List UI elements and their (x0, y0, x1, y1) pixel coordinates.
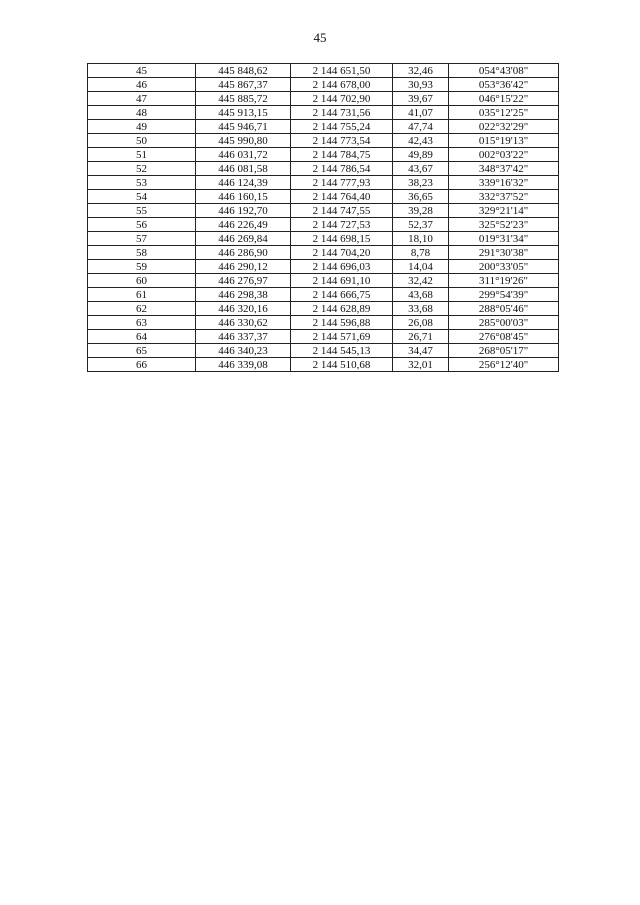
segment-length-cell: 33,68 (393, 302, 449, 316)
page-number: 45 (313, 30, 327, 45)
direction-angle-cell: 053°36'42" (449, 78, 559, 92)
direction-angle-cell: 046°15'22" (449, 92, 559, 106)
y-coordinate-cell: 2 144 510,68 (291, 358, 393, 372)
direction-angle-cell: 015°19'13" (449, 134, 559, 148)
segment-length-cell: 32,46 (393, 64, 449, 78)
x-coordinate-cell: 446 124,39 (196, 176, 291, 190)
table-row (88, 302, 559, 316)
y-coordinate-cell: 2 144 596,88 (291, 316, 393, 330)
y-coordinate-cell: 2 144 777,93 (291, 176, 393, 190)
direction-angle-cell: 288°05'46" (449, 302, 559, 316)
direction-angle-cell: 019°31'34" (449, 232, 559, 246)
x-coordinate-cell: 445 946,71 (196, 120, 291, 134)
table-row (88, 64, 559, 78)
y-coordinate-cell: 2 144 784,75 (291, 148, 393, 162)
y-coordinate-cell: 2 144 571,69 (291, 330, 393, 344)
y-coordinate-cell: 2 144 698,15 (291, 232, 393, 246)
table-row (88, 134, 559, 148)
x-coordinate-cell: 445 990,80 (196, 134, 291, 148)
segment-length-cell: 43,68 (393, 288, 449, 302)
coordinates-table-body (88, 64, 559, 372)
x-coordinate-cell: 446 340,23 (196, 344, 291, 358)
y-coordinate-cell: 2 144 702,90 (291, 92, 393, 106)
x-coordinate-cell: 446 320,16 (196, 302, 291, 316)
direction-angle-cell: 002°03'22" (449, 148, 559, 162)
table-row (88, 204, 559, 218)
direction-angle-cell: 299°54'39" (449, 288, 559, 302)
table-row (88, 162, 559, 176)
point-number-cell: 46 (88, 78, 196, 92)
coordinates-table (87, 63, 559, 372)
segment-length-cell: 39,28 (393, 204, 449, 218)
direction-angle-cell: 332°37'52" (449, 190, 559, 204)
table-row (88, 344, 559, 358)
y-coordinate-cell: 2 144 696,03 (291, 260, 393, 274)
segment-length-cell: 41,07 (393, 106, 449, 120)
y-coordinate-cell: 2 144 651,50 (291, 64, 393, 78)
x-coordinate-cell: 446 192,70 (196, 204, 291, 218)
x-coordinate-cell: 445 913,15 (196, 106, 291, 120)
segment-length-cell: 14,04 (393, 260, 449, 274)
table-row (88, 232, 559, 246)
segment-length-cell: 49,89 (393, 148, 449, 162)
table-row (88, 120, 559, 134)
y-coordinate-cell: 2 144 691,10 (291, 274, 393, 288)
table-row (88, 218, 559, 232)
direction-angle-cell: 329°21'14" (449, 204, 559, 218)
point-number-cell: 58 (88, 246, 196, 260)
segment-length-cell: 42,43 (393, 134, 449, 148)
point-number-cell: 62 (88, 302, 196, 316)
point-number-cell: 65 (88, 344, 196, 358)
segment-length-cell: 34,47 (393, 344, 449, 358)
x-coordinate-cell: 446 031,72 (196, 148, 291, 162)
direction-angle-cell: 348°37'42" (449, 162, 559, 176)
x-coordinate-cell: 445 867,37 (196, 78, 291, 92)
table-row (88, 288, 559, 302)
segment-length-cell: 52,37 (393, 218, 449, 232)
direction-angle-cell: 291°30'38" (449, 246, 559, 260)
y-coordinate-cell: 2 144 786,54 (291, 162, 393, 176)
y-coordinate-cell: 2 144 764,40 (291, 190, 393, 204)
x-coordinate-cell: 446 160,15 (196, 190, 291, 204)
y-coordinate-cell: 2 144 755,24 (291, 120, 393, 134)
table-row (88, 274, 559, 288)
x-coordinate-cell: 446 286,90 (196, 246, 291, 260)
y-coordinate-cell: 2 144 773,54 (291, 134, 393, 148)
table-row (88, 176, 559, 190)
segment-length-cell: 30,93 (393, 78, 449, 92)
table-row (88, 316, 559, 330)
point-number-cell: 54 (88, 190, 196, 204)
y-coordinate-cell: 2 144 678,00 (291, 78, 393, 92)
y-coordinate-cell: 2 144 731,56 (291, 106, 393, 120)
segment-length-cell: 26,71 (393, 330, 449, 344)
direction-angle-cell: 339°16'32" (449, 176, 559, 190)
x-coordinate-cell: 446 226,49 (196, 218, 291, 232)
table-row (88, 260, 559, 274)
x-coordinate-cell: 446 081,58 (196, 162, 291, 176)
table-row (88, 246, 559, 260)
point-number-cell: 61 (88, 288, 196, 302)
segment-length-cell: 39,67 (393, 92, 449, 106)
y-coordinate-cell: 2 144 727,53 (291, 218, 393, 232)
table-row (88, 148, 559, 162)
x-coordinate-cell: 446 330,62 (196, 316, 291, 330)
segment-length-cell: 32,42 (393, 274, 449, 288)
y-coordinate-cell: 2 144 628,89 (291, 302, 393, 316)
segment-length-cell: 18,10 (393, 232, 449, 246)
x-coordinate-cell: 446 290,12 (196, 260, 291, 274)
x-coordinate-cell: 446 298,38 (196, 288, 291, 302)
direction-angle-cell: 276°08'45" (449, 330, 559, 344)
direction-angle-cell: 035°12'25" (449, 106, 559, 120)
x-coordinate-cell: 445 885,72 (196, 92, 291, 106)
point-number-cell: 59 (88, 260, 196, 274)
segment-length-cell: 38,23 (393, 176, 449, 190)
table-row (88, 92, 559, 106)
direction-angle-cell: 268°05'17" (449, 344, 559, 358)
direction-angle-cell: 325°52'23" (449, 218, 559, 232)
table-row (88, 330, 559, 344)
y-coordinate-cell: 2 144 747,55 (291, 204, 393, 218)
direction-angle-cell: 054°43'08" (449, 64, 559, 78)
table-row (88, 358, 559, 372)
segment-length-cell: 8,78 (393, 246, 449, 260)
point-number-cell: 52 (88, 162, 196, 176)
point-number-cell: 55 (88, 204, 196, 218)
segment-length-cell: 32,01 (393, 358, 449, 372)
direction-angle-cell: 285°00'03" (449, 316, 559, 330)
point-number-cell: 49 (88, 120, 196, 134)
point-number-cell: 45 (88, 64, 196, 78)
point-number-cell: 48 (88, 106, 196, 120)
segment-length-cell: 43,67 (393, 162, 449, 176)
x-coordinate-cell: 446 337,37 (196, 330, 291, 344)
point-number-cell: 47 (88, 92, 196, 106)
direction-angle-cell: 256°12'40" (449, 358, 559, 372)
table-row (88, 190, 559, 204)
point-number-cell: 64 (88, 330, 196, 344)
point-number-cell: 66 (88, 358, 196, 372)
point-number-cell: 56 (88, 218, 196, 232)
x-coordinate-cell: 446 269,84 (196, 232, 291, 246)
point-number-cell: 51 (88, 148, 196, 162)
x-coordinate-cell: 446 339,08 (196, 358, 291, 372)
segment-length-cell: 36,65 (393, 190, 449, 204)
y-coordinate-cell: 2 144 704,20 (291, 246, 393, 260)
segment-length-cell: 47,74 (393, 120, 449, 134)
y-coordinate-cell: 2 144 666,75 (291, 288, 393, 302)
point-number-cell: 53 (88, 176, 196, 190)
point-number-cell: 63 (88, 316, 196, 330)
point-number-cell: 57 (88, 232, 196, 246)
segment-length-cell: 26,08 (393, 316, 449, 330)
point-number-cell: 50 (88, 134, 196, 148)
direction-angle-cell: 200°33'05" (449, 260, 559, 274)
y-coordinate-cell: 2 144 545,13 (291, 344, 393, 358)
table-row (88, 78, 559, 92)
direction-angle-cell: 311°19'26" (449, 274, 559, 288)
direction-angle-cell: 022°32'29" (449, 120, 559, 134)
x-coordinate-cell: 446 276,97 (196, 274, 291, 288)
point-number-cell: 60 (88, 274, 196, 288)
x-coordinate-cell: 445 848,62 (196, 64, 291, 78)
table-row (88, 106, 559, 120)
